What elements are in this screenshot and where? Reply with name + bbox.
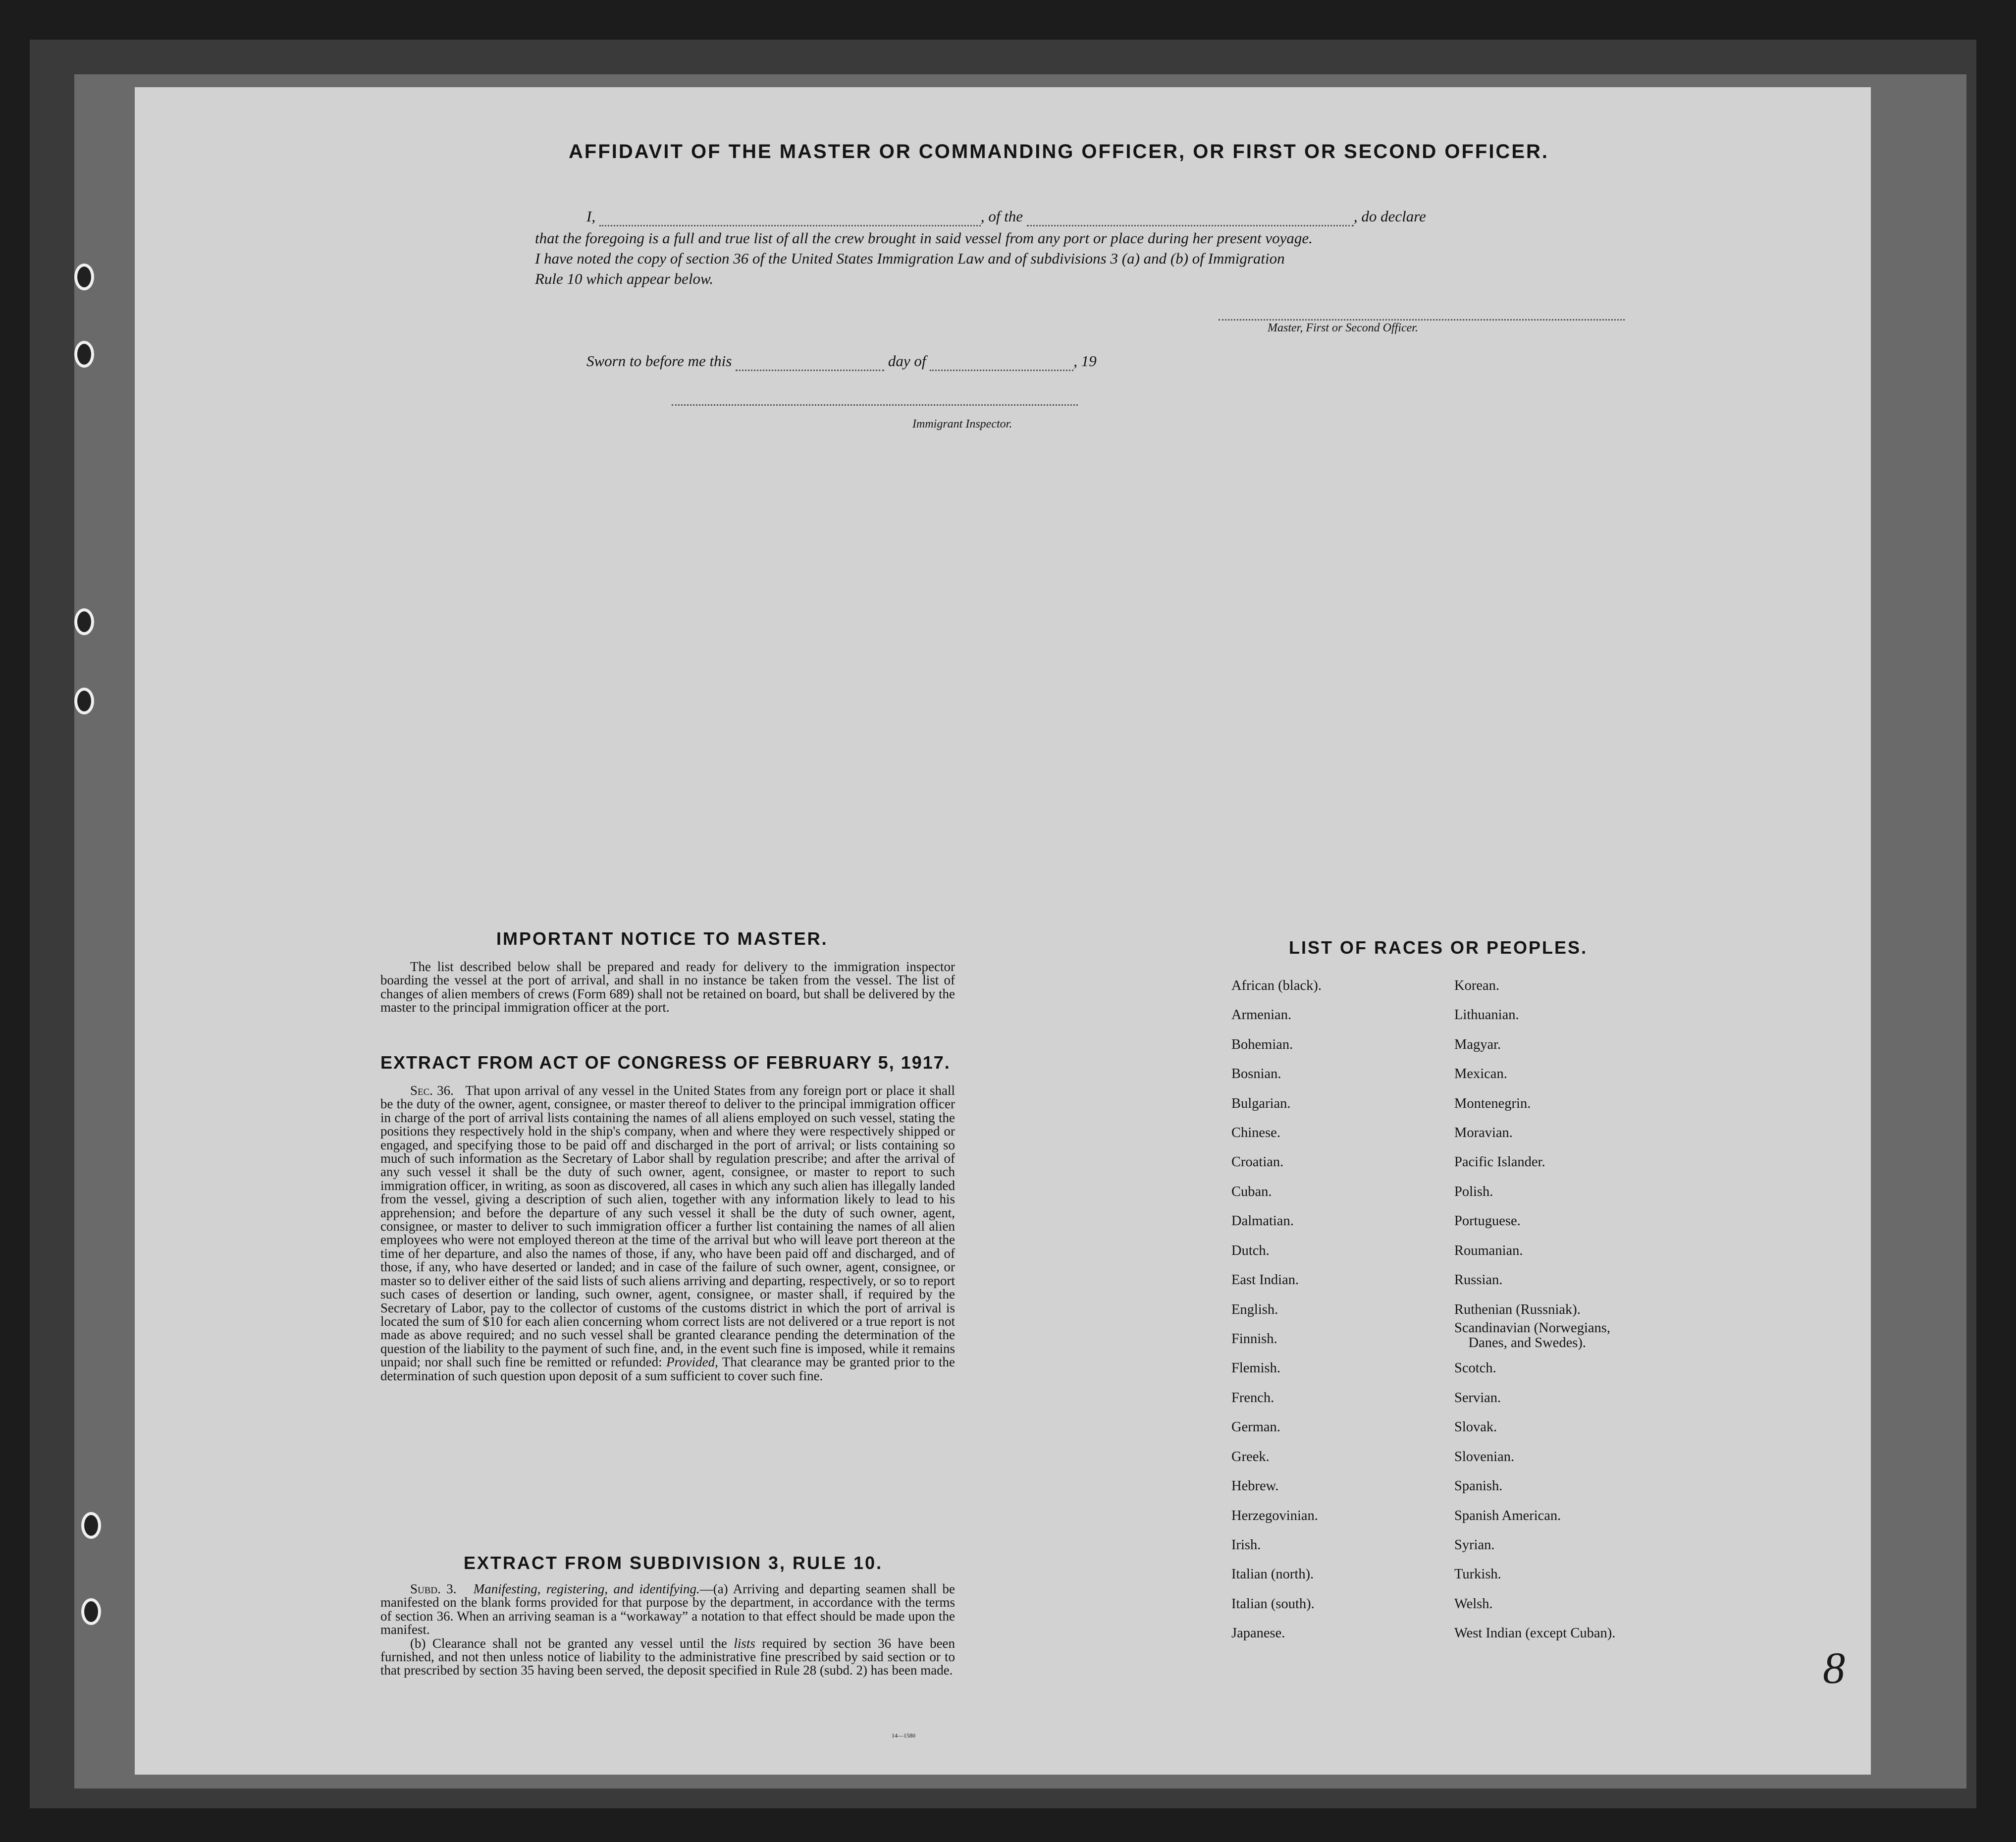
race-item: Scotch. xyxy=(1454,1360,1496,1376)
race-item: Slovak. xyxy=(1454,1419,1497,1435)
subd-b-text-2: required by section 36 have been furnished, and not then unless notice of liability to the administrative fine prescribed by said section or to that prescribed by section 35 having been served, the deposit specified in Rule 28 (subd. 2) has been made. xyxy=(380,1635,955,1678)
race-item: Hebrew. xyxy=(1231,1478,1279,1494)
races-title: LIST OF RACES OR PEOPLES. xyxy=(1289,937,1588,958)
affidavit-line-3: I have noted the copy of section 36 of the United States Immigration Law and of subdivisions 3 (a) and (b) of Immigration xyxy=(535,250,1285,267)
affidavit-line-2: that the foregoing is a full and true list of all the crew brought in said vessel from any port or place during her present voyage. xyxy=(535,229,1313,247)
notice-title: IMPORTANT NOTICE TO MASTER. xyxy=(496,928,828,949)
rule-text-b xyxy=(380,1637,955,1678)
day-blank xyxy=(736,370,884,371)
race-item: Turkish. xyxy=(1454,1567,1501,1582)
subd-heading: Manifesting, registering, and identifying. xyxy=(473,1581,700,1596)
provided-word: Provided, xyxy=(666,1354,718,1370)
race-item: Welsh. xyxy=(1454,1596,1493,1612)
race-item: Slovenian. xyxy=(1454,1449,1515,1464)
race-item: Herzegovinian. xyxy=(1231,1508,1318,1523)
race-item: Spanish American. xyxy=(1454,1508,1561,1523)
binder-hole xyxy=(81,1512,101,1539)
subd-a-text: Arriving and departing seamen shall be manifested on the blank forms provided for that purpose by the department, in accordance with the terms of section 36. When an arriving seaman is a “workaway” a notation to that effect should be made upon the manifest. xyxy=(380,1581,955,1637)
race-item: Lithuanian. xyxy=(1454,1007,1519,1023)
race-item: Syrian. xyxy=(1454,1537,1495,1553)
race-item: German. xyxy=(1231,1419,1280,1435)
binder-hole xyxy=(74,608,94,635)
race-item: Japanese. xyxy=(1231,1625,1285,1641)
lists-word: lists xyxy=(734,1635,755,1651)
race-item: Roumanian. xyxy=(1454,1243,1523,1258)
notice-paragraph xyxy=(380,960,955,1015)
subd-a-label: —(a) xyxy=(699,1581,728,1596)
race-item: Polish. xyxy=(1454,1184,1493,1199)
race-item: French. xyxy=(1231,1390,1274,1406)
binder-hole xyxy=(74,688,94,714)
race-item: Croatian. xyxy=(1231,1154,1284,1170)
race-item: Montenegrin. xyxy=(1454,1096,1531,1111)
form-number: 14—1580 xyxy=(892,1732,915,1739)
year-text: , 19 xyxy=(1073,352,1097,370)
sworn-text: Sworn to before me this xyxy=(586,352,732,370)
binder-hole xyxy=(81,1598,101,1625)
affidavit-line-1 xyxy=(586,206,1426,226)
act-text-b: That clearance may be granted prior to the determination of such question upon deposit of a sum sufficient to cover such fine. xyxy=(380,1354,955,1383)
act-extract-title: EXTRACT FROM ACT OF CONGRESS OF FEBRUARY 5, 1917. xyxy=(380,1052,951,1073)
sec-label: Sec. 36. xyxy=(410,1083,454,1098)
race-item: Bohemian. xyxy=(1231,1037,1293,1052)
race-item: African (black). xyxy=(1231,978,1322,993)
rule-extract-title: EXTRACT FROM SUBDIVISION 3, RULE 10. xyxy=(464,1553,883,1573)
race-item: Armenian. xyxy=(1231,1007,1292,1023)
inspector-signature-line xyxy=(672,404,1078,406)
race-item: Russian. xyxy=(1454,1272,1503,1288)
subd-b-text-1: Clearance shall not be granted any vessel until the xyxy=(432,1635,727,1651)
race-item: Spanish. xyxy=(1454,1478,1503,1494)
race-item: Italian (north). xyxy=(1231,1567,1314,1582)
master-signature-caption: Master, First or Second Officer. xyxy=(1268,322,1418,334)
rule-text-a xyxy=(380,1582,955,1637)
act-extract-paragraph xyxy=(380,1084,955,1383)
affidavit-of-the: , of the xyxy=(980,208,1023,225)
race-item: Magyar. xyxy=(1454,1037,1501,1052)
race-item: Flemish. xyxy=(1231,1360,1280,1376)
affidavit-declare: , do declare xyxy=(1353,208,1426,225)
race-item: Italian (south). xyxy=(1231,1596,1315,1612)
race-item: Greek. xyxy=(1231,1449,1270,1464)
affidavit-title: AFFIDAVIT OF THE MASTER OR COMMANDING OFFICER, OR FIRST OR SECOND OFFICER. xyxy=(569,141,1549,163)
race-item: Dalmatian. xyxy=(1231,1213,1294,1229)
race-item: Moravian. xyxy=(1454,1125,1513,1140)
affidavit-line-4: Rule 10 which appear below. xyxy=(535,270,714,287)
race-item: Scandinavian (Norwegians, Danes, and Swedes). xyxy=(1454,1320,1610,1351)
act-text-a: That upon arrival of any vessel in the United States from any foreign port or place it shall be the duty of the owner, agent, consignee, or master thereof to deliver to the principal immigration officer in charge of the port of arrival lists containing the names of all aliens employed on such vessel, stating the positions they respectively hold in the ship's company, when and where they were respectively shipped or engaged, and specifying those to be paid off and discharged in the port of arrival; or lists containing so much of such information as the Secretary of Labor shall by regulation prescribe; and after the arrival of any such vessel it shall be the duty of such owner, agent, consignee, or master to report to such immigration officer, in writing, as soon as discovered, all cases in which any such alien has illegally landed from the vessel, giving a description of such alien, together with any information likely to lead to his apprehension; and before the departure of any such vessel it shall be the duty of such owner, agent, consignee, or master to deliver to such immigration officer a further list containing the names of all alien employees who were not employed thereon at the time of the arrival but who will leave port thereon at the time of her departure, and also the names of those, if any, who have been paid off and discharged, and of those, if any, who have deserted or landed; and in case of the failure of such owner, agent, consignee, or master so to deliver either of the said lists of such aliens arriving and departing, respectively, or so to report such cases of desertion or landing, such owner, agent, consignee, or master shall, if required by the Secretary of Labor, pay to the collector of customs of the customs district in which the port of arrival is located the sum of $10 for each alien concerning whom correct lists are not delivered or a true report is not made as above required; and no such vessel shall be granted clearance pending the determination of the question of the liability to the payment of such fine, and, in the event such fine is imposed, while it remains unpaid; nor shall such fine be remitted or refunded: xyxy=(380,1083,955,1370)
race-item: Portuguese. xyxy=(1454,1213,1521,1229)
day-of-text: day of xyxy=(888,352,926,370)
subd-b-label: (b) xyxy=(410,1635,426,1651)
rule-extract-paragraph xyxy=(380,1582,955,1678)
name-blank xyxy=(599,225,981,226)
binder-hole xyxy=(74,341,94,368)
inspector-signature-caption: Immigrant Inspector. xyxy=(912,418,1012,431)
affidavit-i: I, xyxy=(586,208,596,225)
act-extract-text xyxy=(380,1084,955,1383)
folio-number: 8 xyxy=(1823,1644,1845,1693)
subd-label: Subd. 3. xyxy=(410,1581,457,1596)
race-item: Dutch. xyxy=(1231,1243,1270,1258)
month-blank xyxy=(930,370,1073,371)
race-item: Cuban. xyxy=(1231,1184,1272,1199)
notice-text: The list described below shall be prepared and ready for delivery to the immigration inspector boarding the vessel at the port of arrival, and shall in no instance be taken from the vessel. The list of changes of alien members of crews (Form 689) shall not be retained on board, but shall be delivered by the master to the principal immigration officer at the port. xyxy=(380,959,955,1015)
sworn-line xyxy=(586,351,1097,371)
race-item: Pacific Islander. xyxy=(1454,1154,1545,1170)
race-item: English. xyxy=(1231,1302,1278,1317)
race-item: Korean. xyxy=(1454,978,1499,993)
race-item: Ruthenian (Russniak). xyxy=(1454,1302,1581,1317)
race-item: Bosnian. xyxy=(1231,1066,1281,1082)
manifest-page xyxy=(135,87,1871,1775)
race-item: Finnish. xyxy=(1231,1331,1277,1347)
race-item: Irish. xyxy=(1231,1537,1261,1553)
vessel-blank xyxy=(1027,225,1354,226)
race-item: Bulgarian. xyxy=(1231,1096,1291,1111)
binder-hole xyxy=(74,264,94,290)
race-item: Servian. xyxy=(1454,1390,1501,1406)
race-item: East Indian. xyxy=(1231,1272,1299,1288)
race-item: Mexican. xyxy=(1454,1066,1507,1082)
race-item: Chinese. xyxy=(1231,1125,1280,1140)
race-item: West Indian (except Cuban). xyxy=(1454,1625,1616,1641)
